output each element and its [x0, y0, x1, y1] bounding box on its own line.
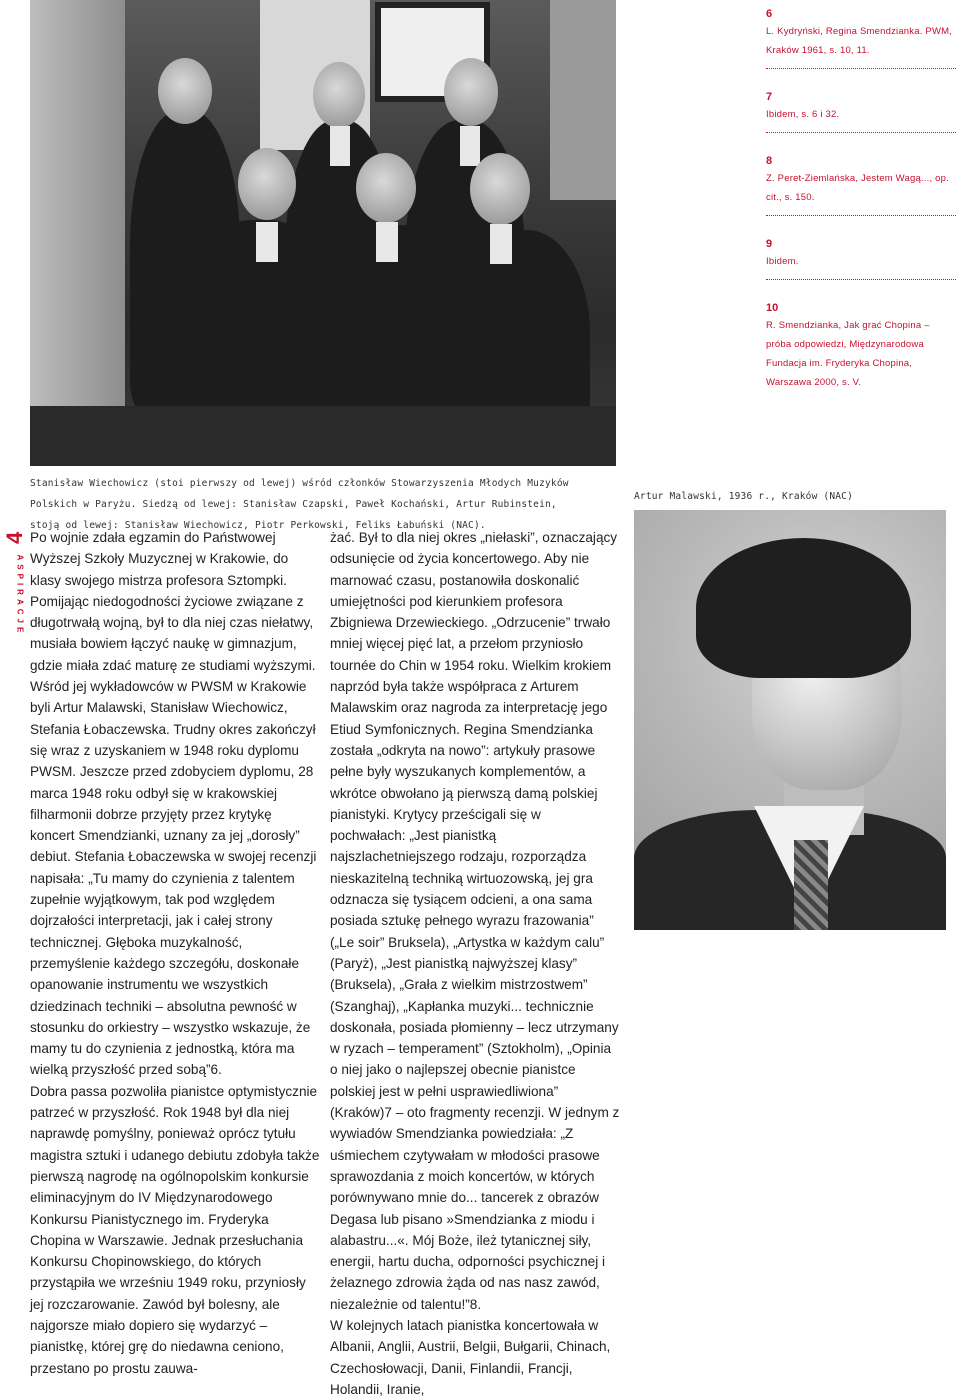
footnote-text: L. Kydryński, Regina Smendzianka. PWM, Kraków 1961, s. 10, 11. — [766, 26, 953, 56]
footnote-divider — [766, 279, 956, 280]
footnote-divider — [766, 68, 956, 69]
footnote — [766, 238, 956, 280]
footnote-text: R. Smendzianka, Jak grać Chopina – próba odpowiedzi, Międzynarodowa Fundacja im. Fryderyka Chopina, Warszawa 2000, s. V. — [766, 320, 930, 388]
footnotes — [766, 8, 956, 414]
paragraph: żać. Był to dla niej okres „niełaski”, oznaczający odsunięcie od życia koncertowego. Aby nie marnować czasu, postanowiła doskonalić umiejętności pod kierunkiem profesora Zbigniewa Drzewieckiego. „Odrzucenie” trwało mniej więcej pięć lat, a przełom przyniosło tournée do Chin w 1954 roku. Wielkim krokiem naprzód była także współpraca z Arturem Malawskim oraz nagroda za interpretację jego Etiud Symfonicznych. Regina Smendzianka została „odkryta na nowo”: artykuły prasowe pełne były wyszukanych komplementów, a wkrótce obwołano ją pierwszą damą polskiej pianistyki. Krytycy prześcigali się w pochwałach: „Jest pianistką najszlachetniejszego rodzaju, rozporządza nieskazitelną techniką wirtuozowską, jej gra odznacza się tysiącem odcieni, a ona sama posiada sztukę pełnego wyrazu frazowania” („Le soir” Bruksela), „Artystka w każdym calu” (Paryż), „Jest pianistką najwyższej klasy” (Bruksela), „Grała z wielkim mistrzostwem” (Szanghaj), „Kapłanka muzyki... technicznie doskonała, posiada płomienny – lecz utrzymany w ryzach – temperament” (Sztokholm), „Opinia o niej jako o najlepszej obecnie pianistce polskiej jest w pełni usprawiedliwiona” (Kraków)7 – oto fragmenty recenzji. W jednym z wywiadów Smendzianka powiedziała: „Z uśmiechem czytywałam w młodości prasowe sprawozdania z moich koncertów, w których porównywano mnie do... tancerek z obrazów Degasa lub pisano »Smendzianka z miodu i alabastru...«. Mój Boże, ileż tytanicznej siły, energii, hartu ducha, odporności psychicznej i żelaznego zdrowia żąda od nas nasz zawód, niezależnie od talentu!”8. — [330, 530, 620, 1312]
body-column-right — [330, 527, 620, 1400]
footnote — [766, 8, 956, 69]
footnote-number: 7 — [766, 91, 773, 103]
footnote-text: Ibidem, s. 6 i 32. — [766, 109, 840, 120]
footnote-number: 9 — [766, 238, 773, 250]
footnote-number: 10 — [766, 302, 779, 314]
footnote — [766, 155, 956, 216]
footnote — [766, 91, 956, 133]
footnote-number: 6 — [766, 8, 773, 20]
section-marker — [0, 520, 28, 650]
body-column-left — [30, 527, 320, 1379]
footnote-divider — [766, 132, 956, 133]
portrait-photo — [634, 510, 946, 930]
footnote — [766, 302, 956, 392]
paragraph: W kolejnych latach pianistka koncertowała w Albanii, Anglii, Austrii, Belgii, Bułgarii, Chinach, Czechosłowacji, Danii, Finlandii, Francji, Holandii, Iranie, — [330, 1317, 611, 1397]
footnote-text: Ibidem. — [766, 256, 799, 267]
paragraph: Dobra passa pozwoliła pianistce optymistycznie patrzeć w przyszłość. Rok 1948 był dla niej naprawdę pomyślny, ponieważ oprócz tytułu magistra sztuki i udanego debiutu zdobyła także pierwszą nagrodę na ogólnopolskim konkursie eliminacyjnym do IV Międzynarodowego Konkursu Pianistycznego im. Fryderyka Chopina w Warszawie. Jednak przesłuchania Konkursu Chopinowskiego, do których przystąpiła we wrześniu 1949 roku, przyniosły jej rozczarowanie. Zawód był bolesny, ale najgorsze miało dopiero się wydarzyć – pianistkę, której grę do niedawna ceniono, przestano po prostu zauwa- — [30, 1083, 320, 1376]
paragraph: Po wojnie zdała egzamin do Państwowej Wyższej Szkoły Muzycznej w Krakowie, do klasy swojego mistrza profesora Sztompki. Pomijając niedogodności życiowe związane z długotrwałą wojną, był to dla niej czas niełatwy, musiała bowiem łączyć naukę w gimnazjum, gdzie miała zdać maturę ze studiami wyższymi. Wśród jej wykładowców w PWSM w Krakowie byli Artur Malawski, Stanisław Wiechowicz, Stefania Łobaczewska. Trudny okres zakończył się wraz z uzyskaniem w 1948 roku dyplomu PWSM. Jeszcze przed zdobyciem dyplomu, 28 marca 1948 roku odbył się w krakowskiej filharmonii dobrze przyjęty przez krytykę koncert Smendzianki, uznany za jej „dorosły” debiut. Stefania Łobaczewska w swojej recenzji napisała: „Tu mamy do czynienia z talentem zupełnie wyjątkowym, tak pod względem dojrzałości interpretacji, jak i całej strony technicznej. Głęboka muzykalność, przemyślenie każdego szczegółu, doskonałe opanowanie instrumentu we wszystkich dziedzinach techniki – absolutna pewność w stosunku do orkiestry – wszystko wskazuje, że mamy tu do czynienia z jednostką, która ma wielką przyszłość przed sobą”6. — [30, 530, 317, 1078]
footnote-number: 8 — [766, 155, 773, 167]
portrait-caption: Artur Malawski, 1936 r., Kraków (NAC) — [634, 491, 854, 502]
group-photo — [30, 0, 616, 466]
page-number: 4 — [2, 531, 27, 544]
section-label: ASPIRACJE — [15, 554, 25, 637]
footnote-divider — [766, 215, 956, 216]
footnote-text: Z. Peret-Ziemlańska, Jestem Wagą..., op. cit., s. 150. — [766, 173, 949, 203]
group-photo-caption: Stanisław Wiechowicz (stoi pierwszy od lewej) wśród członków Stowarzyszenia Młodych Muzyków Polskich w Paryżu. Siedzą od lewej: Stanisław Czapski, Paweł Kochański, Artur Rubinstein, stoją od lewej: Stanisław Wiechowicz, Piotr Perkowski, Feliks Łabuński (NAC). — [30, 478, 569, 531]
